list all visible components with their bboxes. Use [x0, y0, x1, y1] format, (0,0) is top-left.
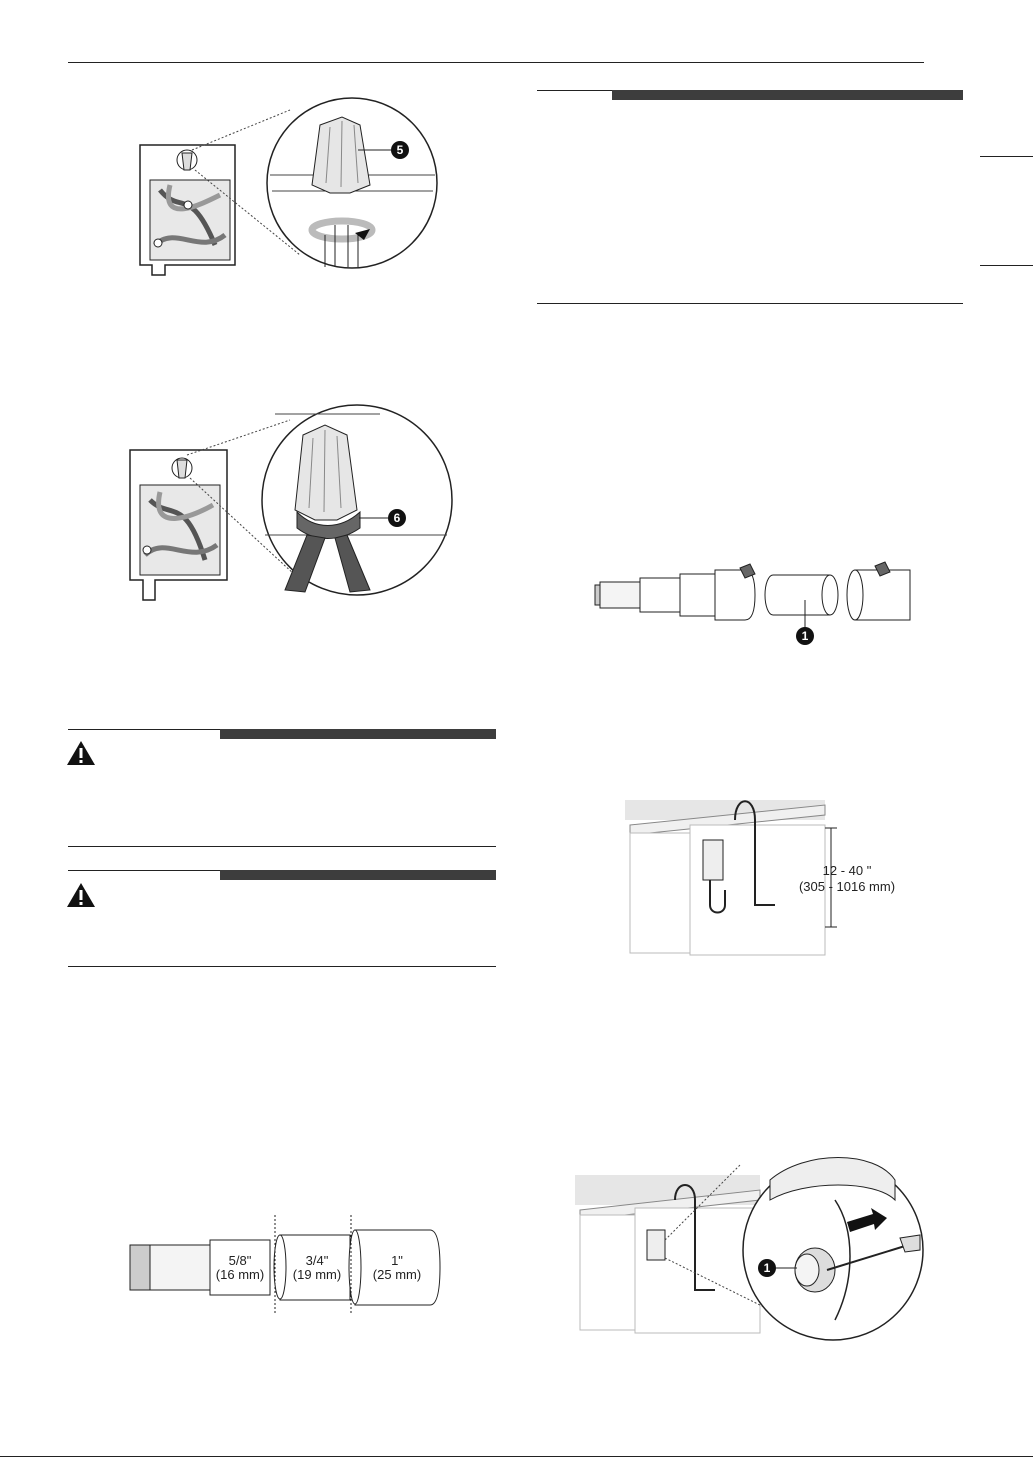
adapter-callout: 1	[801, 629, 809, 643]
high-loop-height-label: 12 - 40 "	[822, 863, 872, 878]
side-tab-line-top	[980, 156, 1033, 157]
drain-hose-adapter-figure	[590, 560, 920, 655]
disposer-plug-callout: 1	[763, 1261, 771, 1275]
electrical-tape-figure	[125, 400, 445, 605]
wire-nut-callout: 5	[396, 143, 404, 157]
notice-box-bottom-rule	[537, 303, 963, 304]
page-top-rule	[68, 62, 924, 63]
high-loop-height-label-mm: (305 - 1016 mm)	[798, 879, 896, 894]
warning-box-1-bottom-rule	[68, 846, 496, 847]
hose-size-inch-2: 3/4"	[305, 1253, 329, 1268]
electrical-tape-callout: 6	[393, 511, 401, 525]
hose-size-inch-1: 5/8"	[228, 1253, 252, 1268]
high-loop-figure	[625, 795, 896, 960]
hose-size-mm-2: (19 mm)	[292, 1267, 342, 1282]
warning-box-1-header-bar	[220, 729, 496, 739]
hose-size-mm-1: (16 mm)	[215, 1267, 265, 1282]
hose-size-inch-3: 1"	[391, 1253, 403, 1268]
hose-size-mm-3: (25 mm)	[372, 1267, 422, 1282]
disposer-plug-figure	[575, 1140, 925, 1345]
wire-nut-figure	[130, 95, 445, 280]
warning-triangle-icon	[66, 740, 96, 766]
warning-triangle-icon	[66, 882, 96, 908]
warning-box-2-bottom-rule	[68, 966, 496, 967]
side-tab-line-bottom	[980, 265, 1033, 266]
notice-box-header-bar	[612, 90, 963, 100]
page-bottom-rule	[0, 1456, 1033, 1457]
hose-sizes-figure	[125, 1215, 455, 1320]
warning-box-2-header-bar	[220, 870, 496, 880]
